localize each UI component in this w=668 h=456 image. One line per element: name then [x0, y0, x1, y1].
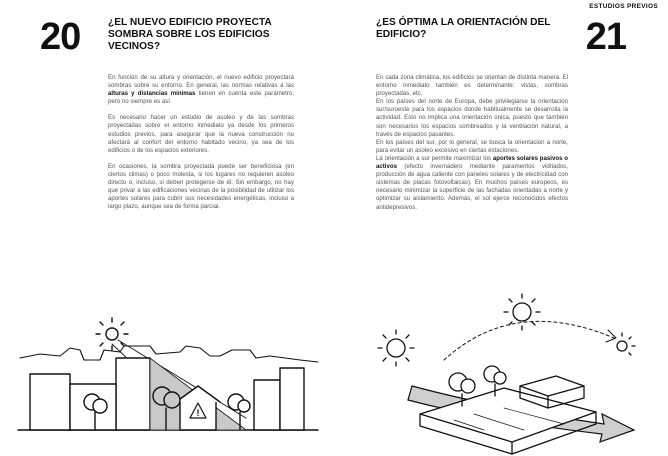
- section-heading: ¿ES ÓPTIMA LA ORIENTACIÓN DEL EDIFICIO?: [376, 17, 551, 40]
- paragraph: En ocasiones, la sombra proyectada puede ser beneficiosa (en ciertos climas) o poco molesta, si los lugares no requieren asoleo directo o, incluso, si deben protegerse de él. Sin embargo, no hay que privar a las edificaciones vecinas de la posibilidad de utilizar los aportes solares para cubrir sus necesidades energéticas, incluso a largo plazo, aunque sea de forma parcial.: [108, 162, 294, 211]
- paragraph: En cada zona climática, los edificios se orientan de distinta manera. El entorno inmediato también es determinante: vistas, sombras proyectadas, etc.: [376, 74, 568, 98]
- body-text: [376, 74, 568, 212]
- sun-icon: [378, 330, 414, 366]
- paragraph: [376, 155, 568, 212]
- paragraph: En los países del sur, por lo general, se busca la orientación a norte, para evitar un asoleo excesivo en ciertas estaciones.: [376, 138, 568, 154]
- body-text: [108, 74, 294, 219]
- text-run: (efecto invernadero mediante paramentos vidriados, producción de agua caliente con paneles solares y de electricidad con sistemas de placas fotovoltaicas). En muchos países europeos, es necesario minimizar la superficie de las fachadas orientadas a norte y optimizar su aislamiento. Además, el sol ejerce reconocidos efectos antidepresivos.: [376, 163, 568, 211]
- text-run: La orientación a sur permite maximizar los: [376, 154, 493, 162]
- paragraph: [108, 74, 294, 106]
- sun-icon: [617, 333, 635, 355]
- running-head: ESTUDIOS PREVIOS: [589, 3, 658, 10]
- orientation-illustration: [334, 290, 668, 456]
- bold-term: alturas y distancias mínimas: [108, 90, 196, 98]
- sun-icon: [96, 318, 128, 350]
- warning-glyph: !: [196, 408, 200, 418]
- text-run: En función de su altura y orientación, el nuevo edificio proyectará sombras sobre su entorno. En general, las normas relativas a las: [108, 74, 294, 90]
- shadow-illustration: [0, 310, 334, 456]
- bold-term: aportes solares pasivos o activos: [376, 154, 568, 171]
- page-number: 21: [585, 16, 626, 58]
- paragraph: Es necesario hacer un estudio de asoleo y de las sombras proyectadas sobre el entorno inmediato ya desde los primeros estudios previos, para asegurar que la nueva construcción no afectará al confort del entorno habitado vecino, ya sea de los edificios o de los espacios exteriores.: [108, 114, 294, 154]
- right-page: [334, 0, 668, 456]
- paragraph: En los países del norte de Europa, debe privilegiarse la orientación sur/suroeste para los espacios donde habitualmente se desarrolla la actividad. Esto no implica una orientación única, puesto que también son necesarios los espacios sombreados y la ventilación natural, a través de espacios pasantes.: [376, 98, 568, 138]
- page-number: 20: [40, 16, 81, 58]
- text-run: tienen en cuenta este parámetro, pero no siempre es así.: [108, 90, 294, 106]
- section-heading: ¿EL NUEVO EDIFICIO PROYECTA SOMBRA SOBRE LOS EDIFICIOS VECINOS?: [108, 17, 272, 52]
